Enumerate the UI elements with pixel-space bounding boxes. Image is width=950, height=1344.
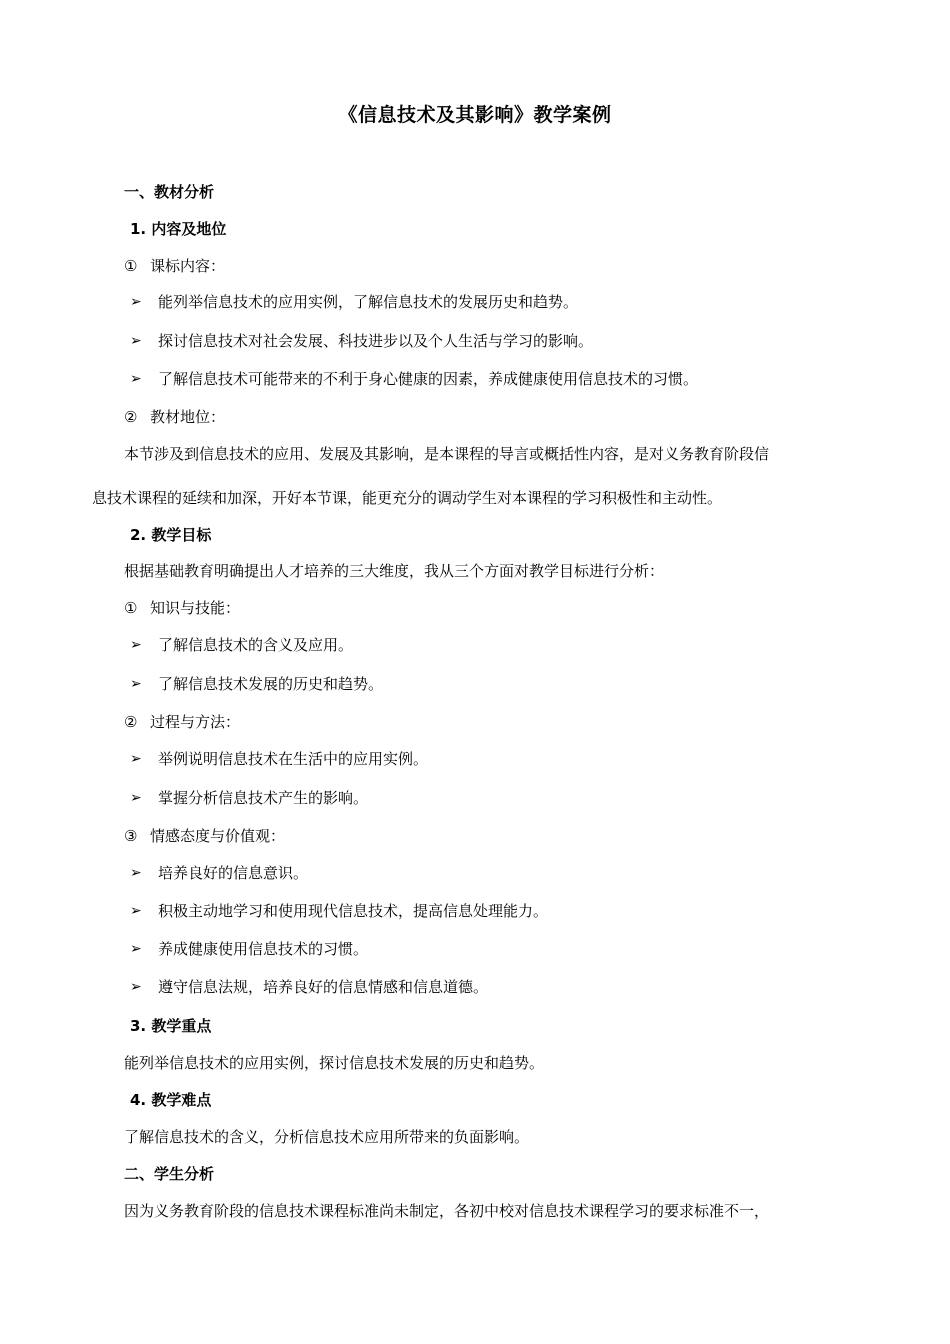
arrow-bullet-icon: ➢ [130, 333, 142, 349]
paragraph-line: 息技术课程的延续和加深，开好本节课，能更充分的调动学生对本课程的学习积极性和主动性。 [92, 489, 723, 507]
circled-number-marker: ② [124, 408, 138, 426]
list-item-text: 了解信息技术的含义及应用。 [158, 636, 354, 654]
paragraph-line: 本节涉及到信息技术的应用、发展及其影响，是本课程的导言或概括性内容，是对义务教育阶段信 [124, 445, 770, 463]
paragraph-line: 能列举信息技术的应用实例，探讨信息技术发展的历史和趋势。 [124, 1054, 545, 1072]
circled-number-marker: ① [124, 599, 138, 617]
section-heading-2: 二、学生分析 [124, 1165, 215, 1183]
subsection-heading-1-2: 2. 教学目标 [130, 526, 212, 544]
list-item-text: 遵守信息法规，培养良好的信息情感和信息道德。 [158, 978, 489, 996]
list-item-text: 了解信息技术可能带来的不利于身心健康的因素，养成健康使用信息技术的习惯。 [158, 370, 699, 388]
arrow-bullet-icon: ➢ [130, 676, 142, 692]
paragraph-line: 根据基础教育明确提出人才培养的三大维度，我从三个方面对教学目标进行分析： [124, 562, 665, 580]
section-heading-1: 一、教材分析 [124, 183, 215, 201]
circled-number-marker: ② [124, 713, 138, 731]
list-item-text: 了解信息技术发展的历史和趋势。 [158, 675, 384, 693]
arrow-bullet-icon: ➢ [130, 751, 142, 767]
arrow-bullet-icon: ➢ [130, 941, 142, 957]
arrow-bullet-icon: ➢ [130, 865, 142, 881]
list-item-text: 培养良好的信息意识。 [158, 864, 309, 882]
list-item-text: 积极主动地学习和使用现代信息技术，提高信息处理能力。 [158, 902, 549, 920]
sub-item-label: 知识与技能： [150, 599, 241, 617]
arrow-bullet-icon: ➢ [130, 903, 142, 919]
subsection-heading-1-3: 3. 教学重点 [130, 1017, 212, 1035]
subsection-heading-1-1: 1. 内容及地位 [130, 220, 227, 238]
circled-number-marker: ① [124, 257, 138, 275]
circled-number-marker: ③ [124, 827, 138, 845]
arrow-bullet-icon: ➢ [130, 371, 142, 387]
document-title: 《信息技术及其影响》教学案例 [338, 104, 612, 126]
arrow-bullet-icon: ➢ [130, 790, 142, 806]
list-item-text: 能列举信息技术的应用实例，了解信息技术的发展历史和趋势。 [158, 293, 579, 311]
list-item-text: 举例说明信息技术在生活中的应用实例。 [158, 750, 429, 768]
sub-item-label: 过程与方法： [150, 713, 241, 731]
paragraph-line: 因为义务教育阶段的信息技术课程标准尚未制定，各初中校对信息技术课程学习的要求标准不一， [124, 1202, 770, 1220]
arrow-bullet-icon: ➢ [130, 637, 142, 653]
list-item-text: 养成健康使用信息技术的习惯。 [158, 940, 369, 958]
arrow-bullet-icon: ➢ [130, 979, 142, 995]
paragraph-line: 了解信息技术的含义，分析信息技术应用所带来的负面影响。 [124, 1128, 530, 1146]
arrow-bullet-icon: ➢ [130, 294, 142, 310]
list-item-text: 探讨信息技术对社会发展、科技进步以及个人生活与学习的影响。 [158, 332, 594, 350]
sub-item-label: 课标内容： [150, 257, 226, 275]
subsection-heading-1-4: 4. 教学难点 [130, 1091, 212, 1109]
list-item-text: 掌握分析信息技术产生的影响。 [158, 789, 369, 807]
sub-item-label: 教材地位： [150, 408, 226, 426]
sub-item-label: 情感态度与价值观： [150, 827, 286, 845]
